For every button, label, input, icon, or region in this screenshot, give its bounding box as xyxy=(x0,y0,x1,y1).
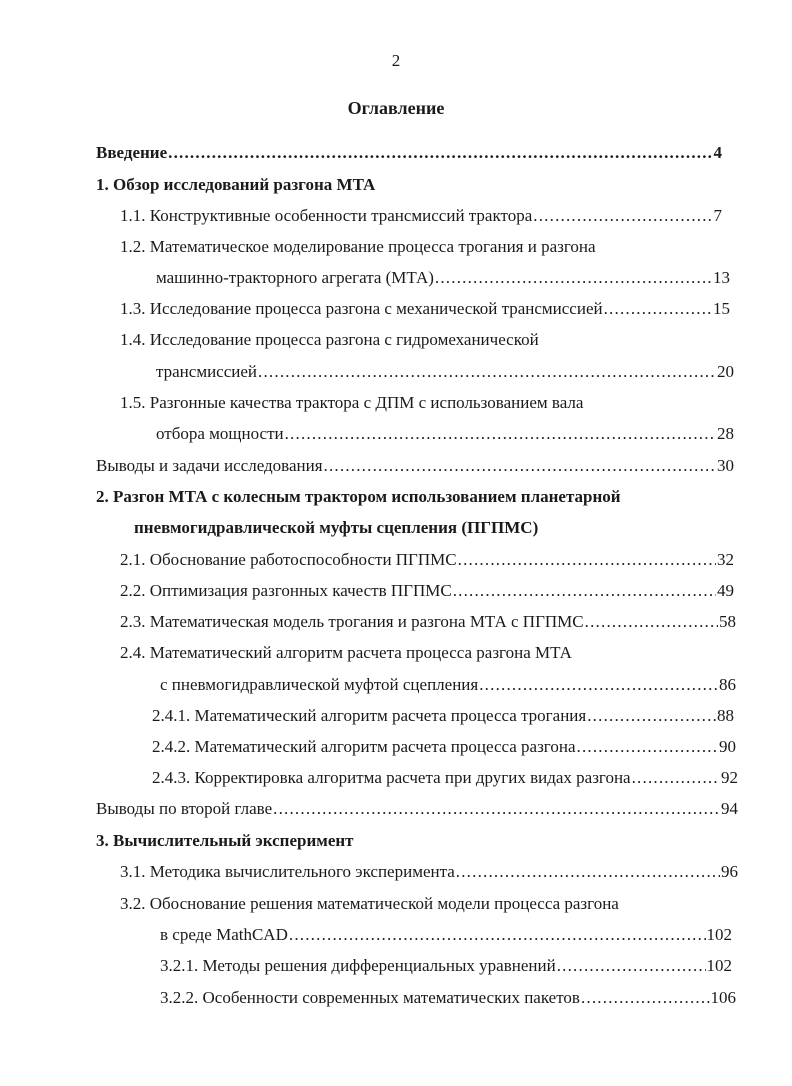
toc-entry-2-2 xyxy=(120,580,734,602)
toc-entry-page: 96 xyxy=(721,862,738,881)
toc-entry-page: 28 xyxy=(717,424,734,443)
toc-entry-text: 2.2. Оптимизация разгонных качеств ПГПМС xyxy=(120,581,452,600)
toc-entry-text: 3.2.1. Методы решения дифференциальных уравнений xyxy=(160,956,556,975)
toc-entry-text: 2.4.1. Математический алгоритм расчета процесса трогания xyxy=(152,706,587,725)
toc-entry-2-3 xyxy=(120,611,736,633)
dot-leader xyxy=(435,267,712,289)
toc-entry-text: 2.1. Обоснование работоспособности ПГПМС xyxy=(120,550,457,569)
toc-entry-page: 86 xyxy=(719,675,736,694)
toc-entry-2-4-2 xyxy=(152,736,736,758)
toc-entry-text: с пневмогидравлической муфтой сцепления xyxy=(160,675,479,694)
toc-entry-page: 4 xyxy=(713,143,722,162)
dot-leader xyxy=(632,767,720,789)
toc-entry-3-2-1 xyxy=(160,955,732,977)
toc-chapter-3: 3. Вычислительный эксперимент xyxy=(96,831,354,850)
toc-chapter-2-line1: 2. Разгон МТА с колесным трактором использованием планетарной xyxy=(96,487,621,506)
toc-entry-2-4-1 xyxy=(152,705,734,727)
toc-entry-page: 32 xyxy=(717,550,734,569)
dot-leader xyxy=(285,423,716,445)
dot-leader xyxy=(453,580,716,602)
toc-entry-1-2 xyxy=(156,267,730,289)
toc-entry-2-4-line1: 2.4. Математический алгоритм расчета процесса разгона МТА xyxy=(120,643,572,662)
toc-entry-text: 2.4.3. Корректировка алгоритма расчета при других видах разгона xyxy=(152,768,631,787)
toc-entry-2-4 xyxy=(160,674,736,696)
toc-entry-page: 49 xyxy=(717,581,734,600)
toc-entry-conclusions-2 xyxy=(96,798,738,820)
toc-entry-page: 20 xyxy=(717,362,734,381)
toc-entry-conclusions-1 xyxy=(96,455,734,477)
toc-entry-text: машинно-тракторного агрегата (МТА) xyxy=(156,268,434,287)
page-number: 2 xyxy=(391,51,401,70)
dot-leader xyxy=(258,361,716,383)
toc-entry-text: 2.4.2. Математический алгоритм расчета процесса разгона xyxy=(152,737,576,756)
dot-leader xyxy=(456,861,720,883)
dot-leader xyxy=(581,987,710,1009)
toc-chapter-2-line2: пневмогидравлической муфты сцепления (ПГПМС) xyxy=(134,518,539,537)
toc-entry-page: 30 xyxy=(717,456,734,475)
toc-entry-1-5 xyxy=(156,423,734,445)
toc-entry-text: 1.1. Конструктивные особенности трансмиссий трактора xyxy=(120,206,533,225)
dot-leader xyxy=(458,549,716,571)
dot-leader xyxy=(324,455,716,477)
toc-entry-1-3 xyxy=(120,298,730,320)
toc-entry-text: 1.3. Исследование процесса разгона с механической трансмиссией xyxy=(120,299,603,318)
toc-entry-page: 15 xyxy=(713,299,730,318)
toc-entry-page: 7 xyxy=(713,206,722,225)
toc-entry-2-4-3 xyxy=(152,767,738,789)
dot-leader xyxy=(585,611,718,633)
toc-entry-page: 90 xyxy=(719,737,736,756)
dot-leader xyxy=(273,798,720,820)
toc-entry-3-2-2 xyxy=(160,987,736,1009)
toc-entry-page: 88 xyxy=(717,706,734,725)
toc-entry-page: 106 xyxy=(710,988,736,1007)
toc-entry-text: Выводы и задачи исследования xyxy=(96,456,323,475)
toc-entry-page: 102 xyxy=(706,925,732,944)
toc-entry-2-1 xyxy=(120,549,734,571)
toc-entry-text: 2.3. Математическая модель трогания и разгона МТА с ПГПМС xyxy=(120,612,584,631)
toc-entry-text: трансмиссией xyxy=(156,362,258,381)
toc-entry-text: 3.2.2. Особенности современных математических пакетов xyxy=(160,988,580,1007)
toc-entry-page: 13 xyxy=(713,268,730,287)
toc-entry-page: 102 xyxy=(706,956,732,975)
dot-leader xyxy=(289,924,706,946)
toc-entry-page: 94 xyxy=(721,799,738,818)
dot-leader xyxy=(577,736,719,758)
dot-leader xyxy=(479,674,718,696)
toc-chapter-1: 1. Обзор исследований разгона МТА xyxy=(96,175,376,194)
toc-entry-3-2-line1: 3.2. Обоснование решения математической модели процесса разгона xyxy=(120,894,619,913)
dot-leader xyxy=(533,205,712,227)
toc-entry-3-1 xyxy=(120,861,738,883)
toc-entry-page: 58 xyxy=(719,612,736,631)
dot-leader xyxy=(587,705,716,727)
toc-entry-text: Выводы по второй главе xyxy=(96,799,273,818)
toc-entry-intro xyxy=(96,142,722,164)
dot-leader xyxy=(604,298,712,320)
toc-entry-page: 92 xyxy=(721,768,738,787)
toc-entry-1-1 xyxy=(120,205,722,227)
toc-entry-text: 3.1. Методика вычислительного эксперимента xyxy=(120,862,455,881)
toc-title: Оглавление xyxy=(347,98,445,118)
toc-entry-text: в среде MathCAD xyxy=(160,925,288,944)
dot-leader xyxy=(557,955,706,977)
toc-entry-1-5-line1: 1.5. Разгонные качества трактора с ДПМ с использованием вала xyxy=(120,393,584,412)
toc-entry-1-4 xyxy=(156,361,734,383)
toc-entry-1-4-line1: 1.4. Исследование процесса разгона с гидромеханической xyxy=(120,330,539,349)
dot-leader xyxy=(168,142,712,164)
toc-entry-3-2 xyxy=(160,924,732,946)
toc-entry-text: отбора мощности xyxy=(156,424,284,443)
toc-entry-1-2-line1: 1.2. Математическое моделирование процесса трогания и разгона xyxy=(120,237,596,256)
toc-entry-text: Введение xyxy=(96,143,168,162)
